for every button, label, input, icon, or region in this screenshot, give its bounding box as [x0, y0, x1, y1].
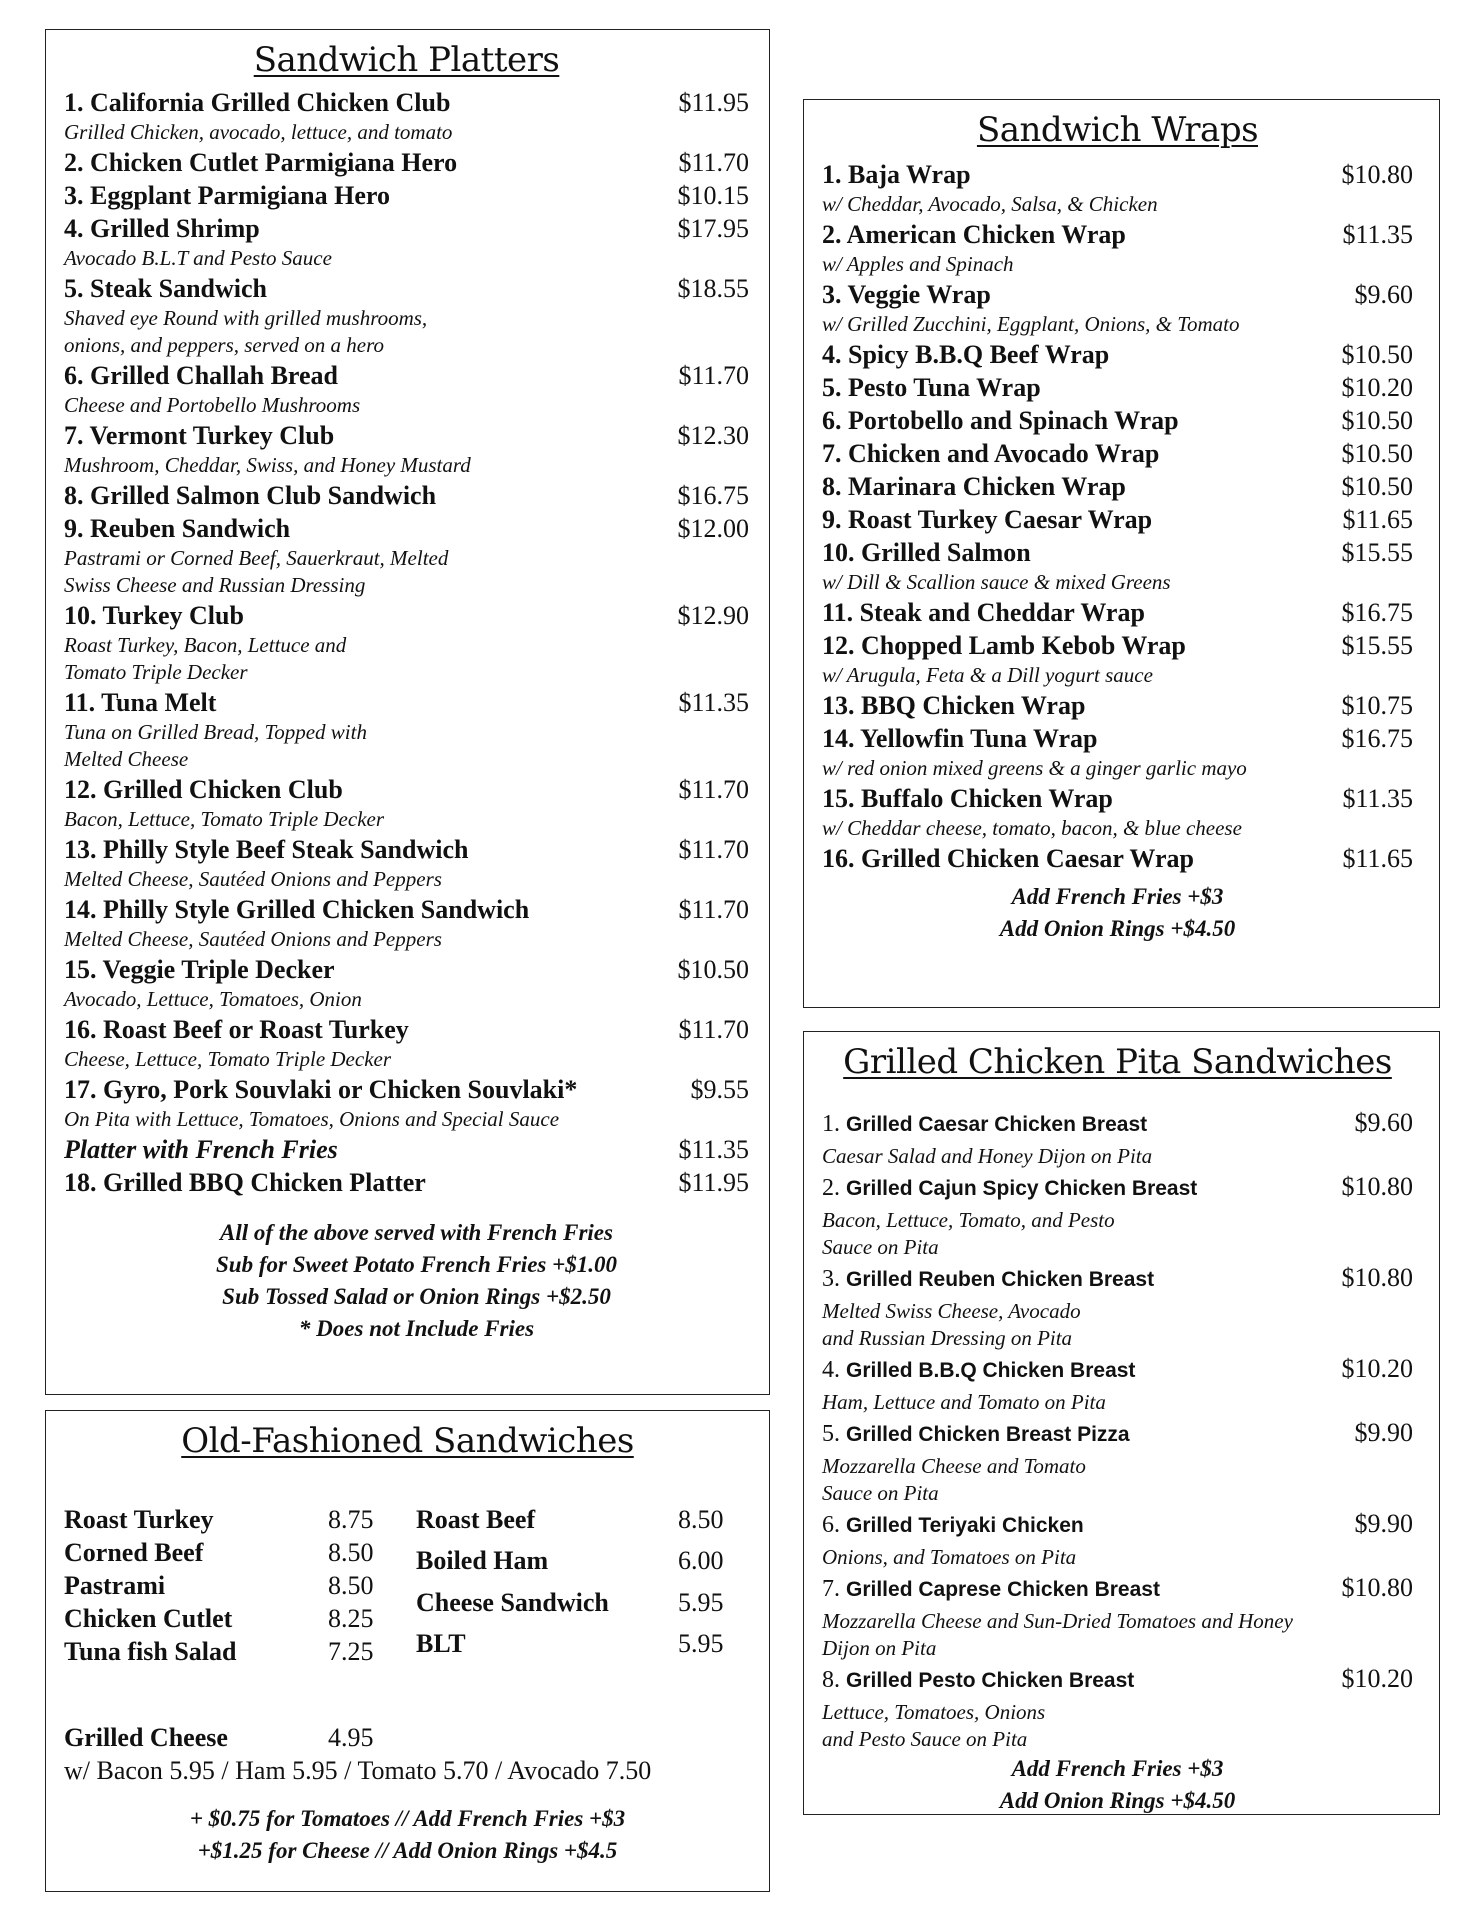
menu-item-name: Platter with French Fries: [64, 1135, 338, 1164]
menu-item-name: 6. Grilled Challah Bread: [64, 361, 338, 390]
menu-item-name: [822, 1573, 1160, 1608]
menu-item-description: w/ Apples and Spinach: [822, 252, 1014, 276]
menu-item-price: $11.70: [678, 895, 749, 924]
menu-item-price: $16.75: [1341, 598, 1413, 627]
menu-item-row: [822, 503, 1413, 536]
menu-item-price: $11.70: [678, 361, 749, 390]
menu-item-row: [822, 437, 1413, 470]
menu-item-name: 2. American Chicken Wrap: [822, 220, 1126, 249]
sandwich-platters-section: [45, 29, 770, 1395]
menu-item-name: 12. Grilled Chicken Club: [64, 775, 343, 804]
menu-item-title: Grilled Reuben Chicken Breast: [846, 1268, 1155, 1291]
menu-item-price: $10.15: [677, 181, 749, 210]
menu-item-name: 4. Spicy B.B.Q Beef Wrap: [822, 340, 1110, 369]
menu-item-description: Lettuce, Tomatoes, Onions: [822, 1700, 1046, 1724]
menu-item-description: Cheese, Lettuce, Tomato Triple Decker: [64, 1047, 392, 1071]
menu-item-price: $10.75: [1341, 691, 1413, 720]
menu-item-row: [64, 953, 749, 986]
menu-item-row: [822, 278, 1413, 311]
menu-item-name: [822, 1664, 1134, 1699]
old-item-price: 8.50: [328, 1538, 374, 1567]
menu-item-name: 14. Yellowfin Tuna Wrap: [822, 724, 1098, 753]
section-title: Grilled Chicken Pita Sandwiches: [843, 1042, 1392, 1082]
menu-item-price: $11.70: [678, 775, 749, 804]
sandwich-wraps-section: [803, 99, 1440, 1008]
section-title: Old-Fashioned Sandwiches: [181, 1421, 634, 1461]
menu-item-name: 11. Steak and Cheddar Wrap: [822, 598, 1145, 627]
old-left-column: [64, 1503, 416, 1668]
menu-item-price: $10.50: [1341, 439, 1413, 468]
menu-item-row: [822, 218, 1413, 251]
menu-item-price: $15.55: [1341, 631, 1413, 660]
menu-item-description: Melted Cheese: [64, 747, 189, 771]
menu-item-row: [822, 1416, 1413, 1453]
menu-item-name: [822, 1354, 1135, 1389]
old-item-price: 5.95: [678, 1587, 724, 1617]
old-item-price: 5.95: [678, 1628, 724, 1658]
pita-notes: [822, 1753, 1413, 1817]
menu-item-description: Shaved eye Round with grilled mushrooms,: [64, 306, 428, 330]
menu-item-name: 1. Baja Wrap: [822, 160, 971, 189]
menu-item-description: Tomato Triple Decker: [64, 660, 248, 684]
menu-item-description: Onions, and Tomatoes on Pita: [822, 1545, 1077, 1569]
menu-item-price: $11.65: [1342, 505, 1413, 534]
menu-item-row: [822, 842, 1413, 875]
old-item-name: Chicken Cutlet: [64, 1604, 233, 1633]
old-item-name: BLT: [416, 1628, 466, 1658]
section-title: Sandwich Platters: [253, 40, 560, 80]
section-note: Sub for Sweet Potato French Fries +$1.00: [216, 1252, 617, 1277]
old-item-name: Cheese Sandwich: [416, 1587, 609, 1617]
menu-item-name: 7. Chicken and Avocado Wrap: [822, 439, 1160, 468]
menu-item-title: Grilled Cajun Spicy Chicken Breast: [846, 1177, 1198, 1200]
menu-item-name: 18. Grilled BBQ Chicken Platter: [64, 1168, 426, 1197]
menu-item-description: w/ Cheddar, Avocado, Salsa, & Chicken: [822, 192, 1158, 216]
menu-item-row: [64, 212, 749, 245]
section-note: Add French Fries +$3: [1011, 1756, 1224, 1781]
menu-item-row: [64, 1013, 749, 1046]
old-item-name: Roast Turkey: [64, 1505, 214, 1534]
platters-notes: [64, 1217, 749, 1345]
section-note: Add Onion Rings +$4.50: [999, 916, 1236, 941]
menu-item-name: 16. Grilled Chicken Caesar Wrap: [822, 844, 1194, 873]
menu-item-name: 10. Turkey Club: [64, 601, 244, 630]
old-item-name: Tuna fish Salad: [64, 1637, 237, 1666]
menu-item-description: and Russian Dressing on Pita: [822, 1326, 1073, 1350]
section-note: + $0.75 for Tomatoes // Add French Fries +$3: [189, 1806, 626, 1831]
menu-item-row: [64, 686, 749, 719]
old-fashioned-columns: [64, 1503, 751, 1668]
menu-item-row: [822, 722, 1413, 755]
menu-item-row: [822, 782, 1413, 815]
menu-item-description: Melted Cheese, Sautéed Onions and Peppers: [64, 927, 442, 951]
menu-item-price: $12.90: [677, 601, 749, 630]
wraps-notes: [822, 881, 1413, 945]
menu-item-name: 2. Chicken Cutlet Parmigiana Hero: [64, 148, 458, 177]
menu-item-description: Ham, Lettuce and Tomato on Pita: [822, 1390, 1106, 1414]
menu-item-number: 8.: [822, 1667, 846, 1693]
menu-item-title: Grilled B.B.Q Chicken Breast: [846, 1359, 1136, 1382]
menu-item-row: [822, 338, 1413, 371]
old-fashioned-notes: [64, 1803, 751, 1867]
menu-item-row: [64, 1073, 749, 1106]
menu-item-row: [822, 1352, 1413, 1389]
menu-item-price: $9.90: [1354, 1418, 1413, 1447]
section-note: All of the above served with French Fries: [220, 1220, 613, 1245]
old-item-name: Corned Beef: [64, 1538, 204, 1567]
platters-list: [64, 86, 749, 1199]
menu-item-row: [822, 1170, 1413, 1207]
menu-item-description: Caesar Salad and Honey Dijon on Pita: [822, 1144, 1153, 1168]
menu-item-name: 14. Philly Style Grilled Chicken Sandwich: [64, 895, 530, 924]
menu-item-description: Avocado, Lettuce, Tomatoes, Onion: [64, 987, 362, 1011]
menu-item-price: $11.35: [1342, 784, 1413, 813]
menu-item-number: 3.: [822, 1266, 846, 1292]
menu-item-name: 13. BBQ Chicken Wrap: [822, 691, 1086, 720]
menu-item-price: $10.50: [1341, 472, 1413, 501]
menu-item-row: [822, 1106, 1413, 1143]
menu-item-description: Melted Swiss Cheese, Avocado: [822, 1299, 1081, 1323]
menu-item-price: $10.50: [1341, 340, 1413, 369]
menu-item-row: [64, 86, 749, 119]
menu-item-name: 6. Portobello and Spinach Wrap: [822, 406, 1179, 435]
menu-item-row: [822, 371, 1413, 404]
menu-item-number: 2.: [822, 1175, 846, 1201]
menu-item-price: $10.20: [1341, 373, 1413, 402]
menu-item-price: $9.90: [1354, 1509, 1413, 1538]
menu-item-name: 13. Philly Style Beef Steak Sandwich: [64, 835, 469, 864]
menu-item-name: 5. Steak Sandwich: [64, 274, 267, 303]
menu-item-price: $11.35: [678, 688, 749, 717]
menu-item-price: $11.95: [678, 88, 749, 117]
menu-item-description: Mozzarella Cheese and Sun-Dried Tomatoes and Honey: [822, 1609, 1293, 1633]
menu-item-row: [822, 1571, 1413, 1608]
menu-item-row: [64, 599, 749, 632]
menu-item-name: 3. Eggplant Parmigiana Hero: [64, 181, 390, 210]
menu-item-row: [822, 1507, 1413, 1544]
menu-item-row: [822, 470, 1413, 503]
menu-item-description: Pastrami or Corned Beef, Sauerkraut, Melted: [64, 546, 449, 570]
section-note: * Does not Include Fries: [298, 1316, 535, 1341]
menu-item-description: Tuna on Grilled Bread, Topped with: [64, 720, 367, 744]
menu-item-price: $10.20: [1341, 1664, 1413, 1693]
menu-item-price: $16.75: [677, 481, 749, 510]
menu-item-price: $12.30: [677, 421, 749, 450]
menu-item-description: w/ Dill & Scallion sauce & mixed Greens: [822, 570, 1171, 594]
menu-item-row: [822, 536, 1413, 569]
menu-item-name: 12. Chopped Lamb Kebob Wrap: [822, 631, 1186, 660]
old-item-name: Pastrami: [64, 1571, 166, 1600]
grilled-cheese-price: 4.95: [328, 1723, 374, 1752]
menu-item-description: On Pita with Lettuce, Tomatoes, Onions and Special Sauce: [64, 1107, 560, 1131]
menu-item-title: Grilled Chicken Breast Pizza: [846, 1423, 1130, 1446]
menu-item-name: [822, 1172, 1197, 1207]
menu-item-name: 8. Grilled Salmon Club Sandwich: [64, 481, 437, 510]
menu-item-description: Mushroom, Cheddar, Swiss, and Honey Mustard: [64, 453, 471, 477]
menu-item-row: [64, 419, 749, 452]
menu-item-description: w/ red onion mixed greens & a ginger garlic mayo: [822, 756, 1247, 780]
menu-item-price: $9.55: [690, 1075, 749, 1104]
menu-item-price: $11.35: [678, 1135, 749, 1164]
menu-item-title: Grilled Teriyaki Chicken: [846, 1514, 1084, 1537]
menu-item-description: Cheese and Portobello Mushrooms: [64, 393, 361, 417]
grilled-chicken-pita-section: [803, 1031, 1440, 1815]
menu-item-number: 1.: [822, 1111, 846, 1137]
menu-item-price: $10.80: [1341, 1172, 1413, 1201]
menu-item-row: [64, 833, 749, 866]
menu-item-name: 3. Veggie Wrap: [822, 280, 991, 309]
menu-item-description: Sauce on Pita: [822, 1481, 939, 1505]
old-item-name: Boiled Ham: [416, 1546, 549, 1576]
wraps-list: [822, 158, 1413, 875]
menu-item-name: 15. Buffalo Chicken Wrap: [822, 784, 1113, 813]
menu-item-name: 11. Tuna Melt: [64, 688, 217, 717]
menu-item-title: Grilled Caesar Chicken Breast: [846, 1113, 1148, 1136]
menu-item-name: 5. Pesto Tuna Wrap: [822, 373, 1041, 402]
old-item-price: 6.00: [678, 1546, 724, 1576]
menu-item-number: 4.: [822, 1357, 846, 1383]
grilled-cheese-options: w/ Bacon 5.95 / Ham 5.95 / Tomato 5.70 / Avocado 7.50: [64, 1756, 652, 1785]
menu-item-name: 9. Roast Turkey Caesar Wrap: [822, 505, 1153, 534]
menu-item-name: 9. Reuben Sandwich: [64, 514, 291, 543]
old-item-name: Roast Beef: [416, 1505, 536, 1534]
menu-item-name: 17. Gyro, Pork Souvlaki or Chicken Souvlaki*: [64, 1075, 578, 1104]
menu-item-name: 15. Veggie Triple Decker: [64, 955, 335, 984]
menu-item-description: w/ Arugula, Feta & a Dill yogurt sauce: [822, 663, 1153, 687]
pita-list: [822, 1106, 1413, 1753]
menu-item-name: 8. Marinara Chicken Wrap: [822, 472, 1126, 501]
menu-item-row: [64, 1133, 749, 1166]
menu-item-number: 6.: [822, 1512, 846, 1538]
menu-item-description: Dijon on Pita: [822, 1636, 937, 1660]
menu-item-name: 4. Grilled Shrimp: [64, 214, 260, 243]
menu-item-price: $12.00: [677, 514, 749, 543]
section-note: Sub Tossed Salad or Onion Rings +$2.50: [222, 1284, 611, 1309]
menu-item-price: $10.20: [1341, 1354, 1413, 1383]
menu-item-price: $11.70: [678, 148, 749, 177]
section-note: Add French Fries +$3: [1011, 884, 1224, 909]
menu-item-description: Grilled Chicken, avocado, lettuce, and tomato: [64, 120, 453, 144]
menu-item-row: [822, 629, 1413, 662]
old-fashioned-section: [45, 1410, 770, 1892]
menu-item-price: $11.70: [678, 1015, 749, 1044]
old-item-price: 8.25: [328, 1604, 374, 1633]
menu-item-row: [822, 596, 1413, 629]
menu-item-description: Bacon, Lettuce, Tomato Triple Decker: [64, 807, 385, 831]
old-item-price: 8.75: [328, 1505, 374, 1534]
menu-item-price: $16.75: [1341, 724, 1413, 753]
menu-item-price: $11.70: [678, 835, 749, 864]
menu-item-price: $15.55: [1341, 538, 1413, 567]
menu-item-title: Grilled Pesto Chicken Breast: [846, 1669, 1135, 1692]
menu-item-row: [64, 359, 749, 392]
menu-item-row: [822, 158, 1413, 191]
menu-item-price: $17.95: [677, 214, 749, 243]
menu-item-price: $9.60: [1354, 1108, 1413, 1137]
menu-item-description: Melted Cheese, Sautéed Onions and Peppers: [64, 867, 442, 891]
menu-item-price: $10.80: [1341, 1263, 1413, 1292]
menu-item-description: Roast Turkey, Bacon, Lettuce and: [64, 633, 347, 657]
menu-item-row: [64, 479, 749, 512]
menu-item-row: [822, 689, 1413, 722]
menu-item-row: [64, 146, 749, 179]
menu-item-price: $9.60: [1354, 280, 1413, 309]
menu-item-price: $11.35: [1342, 220, 1413, 249]
menu-item-row: [64, 773, 749, 806]
menu-item-row: [64, 272, 749, 305]
menu-item-description: Avocado B.L.T and Pesto Sauce: [64, 246, 332, 270]
menu-item-row: [64, 893, 749, 926]
menu-item-row: [822, 1261, 1413, 1298]
menu-item-price: $10.80: [1341, 1573, 1413, 1602]
menu-item-description: and Pesto Sauce on Pita: [822, 1727, 1028, 1751]
menu-item-row: [822, 1662, 1413, 1699]
menu-item-price: $10.80: [1341, 160, 1413, 189]
menu-item-name: [822, 1108, 1147, 1143]
menu-item-name: 10. Grilled Salmon: [822, 538, 1031, 567]
menu-item-description: Swiss Cheese and Russian Dressing: [64, 573, 366, 597]
menu-item-row: [64, 512, 749, 545]
menu-item-name: [822, 1418, 1130, 1453]
menu-item-description: w/ Grilled Zucchini, Eggplant, Onions, & Tomato: [822, 312, 1240, 336]
menu-item-name: 1. California Grilled Chicken Club: [64, 88, 451, 117]
menu-item-description: Bacon, Lettuce, Tomato, and Pesto: [822, 1208, 1115, 1232]
menu-item-name: 7. Vermont Turkey Club: [64, 421, 335, 450]
menu-item-price: $10.50: [677, 955, 749, 984]
menu-item-price: $10.50: [1341, 406, 1413, 435]
menu-item-row: [822, 404, 1413, 437]
menu-item-name: 16. Roast Beef or Roast Turkey: [64, 1015, 409, 1044]
menu-item-name: [822, 1509, 1084, 1544]
menu-item-description: Sauce on Pita: [822, 1235, 939, 1259]
menu-item-row: [64, 1166, 749, 1199]
section-note: Add Onion Rings +$4.50: [999, 1788, 1236, 1813]
section-title: Sandwich Wraps: [976, 110, 1259, 150]
menu-item-price: $11.95: [678, 1168, 749, 1197]
old-item-price: 7.25: [328, 1637, 374, 1666]
menu-item-number: 5.: [822, 1421, 846, 1447]
old-item-price: 8.50: [328, 1571, 374, 1600]
menu-item-number: 7.: [822, 1576, 846, 1602]
menu-item-name: [822, 1263, 1154, 1298]
grilled-cheese-name: Grilled Cheese: [64, 1723, 228, 1752]
menu-item-price: $18.55: [677, 274, 749, 303]
old-right-column: [416, 1503, 744, 1668]
menu-item-description: w/ Cheddar cheese, tomato, bacon, & blue cheese: [822, 816, 1242, 840]
section-note: +$1.25 for Cheese // Add Onion Rings +$4.5: [197, 1838, 618, 1863]
menu-item-price: $11.65: [1342, 844, 1413, 873]
menu-item-row: [64, 179, 749, 212]
old-item-price: 8.50: [678, 1505, 724, 1534]
menu-item-description: onions, and peppers, served on a hero: [64, 333, 385, 357]
menu-item-description: Mozzarella Cheese and Tomato: [822, 1454, 1086, 1478]
grilled-cheese-block: [64, 1721, 751, 1787]
menu-item-title: Grilled Caprese Chicken Breast: [846, 1578, 1160, 1601]
